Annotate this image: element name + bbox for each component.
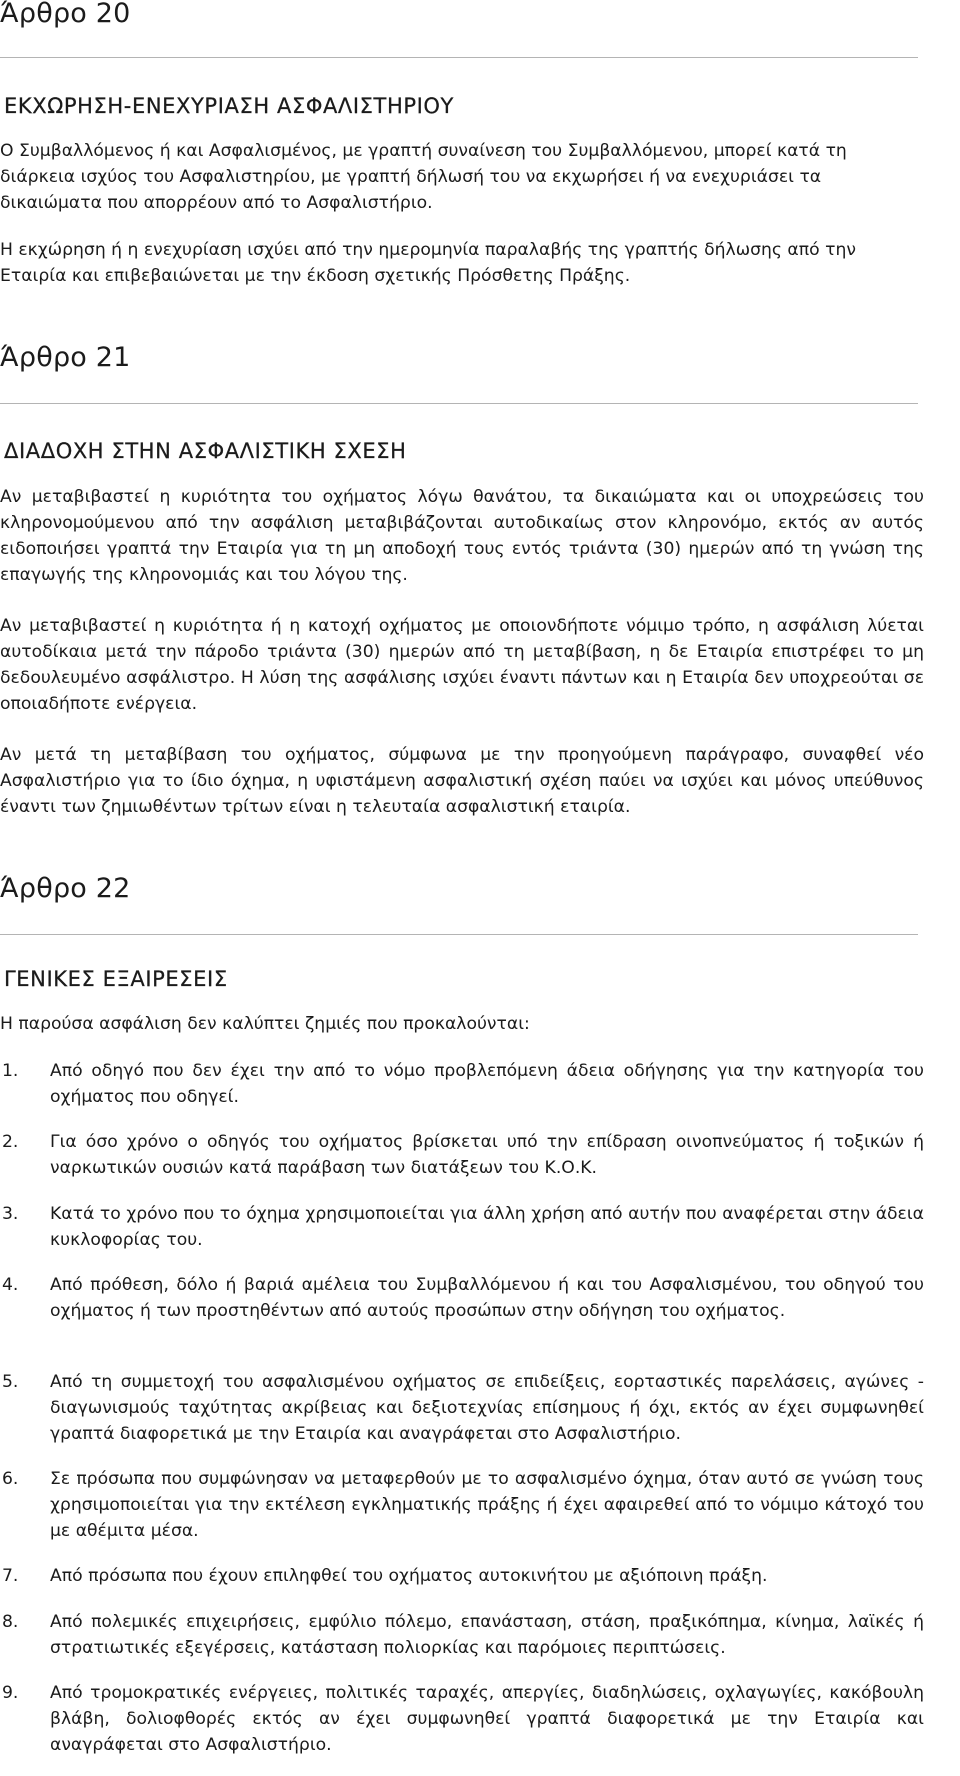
article-21-heading: ΔΙΑΔΟΧΗ ΣΤΗΝ ΑΣΦΑΛΙΣΤΙΚΗ ΣΧΕΣΗ <box>4 439 407 463</box>
list-item <box>0 1369 924 1447</box>
article-21-title: Άρθρο 21 <box>0 342 131 373</box>
list-item <box>0 1609 924 1661</box>
article-20-heading: ΕΚΧΩΡΗΣΗ-ΕΝΕΧΥΡΙΑΣΗ ΑΣΦΑΛΙΣΤΗΡΙΟΥ <box>4 94 454 118</box>
article-20-title: Άρθρο 20 <box>0 0 131 29</box>
list-item-number: 2. <box>2 1132 19 1152</box>
list-item-text: Από τη συμμετοχή του ασφαλισμένου οχήματος σε επιδείξεις, εορταστικές παρελάσεις, αγώνες - διαγωνισμούς ταχύτητας ακρίβειας και δεξιοτεχνίας επίσημους ή όχι, εκτός αν έχει συμφωνηθεί γραπτά διαφορετικά με την Εταιρία και αναγράφεται στο Ασφαλιστήριο. <box>50 1372 924 1444</box>
list-item <box>0 1201 924 1253</box>
list-item-number: 6. <box>2 1469 19 1489</box>
article-22-title: Άρθρο 22 <box>0 873 131 904</box>
section-divider <box>0 934 918 935</box>
section-divider <box>0 403 918 404</box>
list-item-text: Από οδηγό που δεν έχει την από το νόμο προβλεπόμενη άδεια οδήγησης για την κατηγορία του οχήματος που οδηγεί. <box>50 1061 924 1107</box>
article-21-paragraph-2: Αν μεταβιβαστεί η κυριότητα ή η κατοχή οχήματος με οποιονδήποτε νόμιμο τρόπο, η ασφάλιση λύεται αυτοδίκαια μετά την πάροδο τριάντα (30) ημερών από τη μεταβίβαση, η δε Εταιρία επιστρέφει το μη δεδουλευμένο ασφάλιστρο. Η λύση της ασφάλισης ισχύει έναντι πάντων και η Εταιρία δεν υποχρεούται σε οποιαδήποτε ενέργεια. <box>0 616 924 714</box>
list-item <box>0 1563 924 1589</box>
list-item-text: Για όσο χρόνο ο οδηγός του οχήματος βρίσκεται υπό την επίδραση οινοπνεύματος ή τοξικών ή ναρκωτικών ουσιών κατά παράβαση των διατάξεων του Κ.Ο.Κ. <box>50 1132 924 1178</box>
list-item-text: Από πρόσωπα που έχουν επιληφθεί του οχήματος αυτοκινήτου με αξιόποινη πράξη. <box>50 1566 768 1586</box>
list-item-number: 1. <box>2 1061 19 1081</box>
list-item <box>0 1058 924 1110</box>
list-item-number: 5. <box>2 1372 19 1392</box>
list-item-text: Από πρόθεση, δόλο ή βαριά αμέλεια του Συμβαλλόμενου ή και του Ασφαλισμένου, του οδηγού του οχήματος ή των προστηθέντων από αυτούς προσώπων στην οδήγηση του οχήματος. <box>50 1275 924 1321</box>
list-item-text: Από τρομοκρατικές ενέργειες, πολιτικές ταραχές, απεργίες, διαδηλώσεις, οχλαγωγίες, κακόβουλη βλάβη, δολιοφθορές εκτός αν έχει συμφωνηθεί γραπτά διαφορετικά με την Εταιρία και αναγράφεται στο Ασφαλιστήριο. <box>50 1683 924 1755</box>
list-item-text: Σε πρόσωπα που συμφώνησαν να μεταφερθούν με το ασφαλισμένο όχημα, όταν αυτό σε γνώση τους χρησιμοποιείται για την εκτέλεση εγκληματικής πράξης ή έχει αφαιρεθεί από το νόμιμο κάτοχό του με αθέμιτα μέσα. <box>50 1469 924 1541</box>
list-item <box>0 1680 924 1758</box>
article-20-paragraph-2: Η εκχώρηση ή η ενεχυρίαση ισχύει από την ημερομηνία παραλαβής της γραπτής δήλωσης από την Εταιρία και επιβεβαιώνεται με την έκδοση σχετικής Πρόσθετης Πράξης. <box>0 240 856 286</box>
article-21-paragraph-1: Αν μεταβιβαστεί η κυριότητα του οχήματος λόγω θανάτου, τα δικαιώματα και οι υποχρεώσεις του κληρονομούμενου από την ασφάλιση μεταβιβάζονται αυτοδικαίως στον κληρονόμο, εκτός αν αυτός ειδοποιήσει γραπτά την Εταιρία για τη μη αποδοχή τους εντός τριάντα (30) ημερών από τη γνώση της επαγωγής της κληρονομιάς και του λόγου της. <box>0 487 924 585</box>
list-item-number: 8. <box>2 1612 19 1632</box>
list-item-number: 9. <box>2 1683 19 1703</box>
section-divider <box>0 57 918 58</box>
list-item <box>0 1272 924 1324</box>
article-20-paragraph-1: Ο Συμβαλλόμενος ή και Ασφαλισμένος, με γραπτή συναίνεση του Συμβαλλόμενου, μπορεί κατά τη διάρκεια ισχύος του Ασφαλιστηρίου, με γραπτή δήλωσή του να εκχωρήσει ή να ενεχυριάσει τα δικαιώματα που απορρέουν από το Ασφαλιστήριο. <box>0 141 847 213</box>
list-item-text: Από πολεμικές επιχειρήσεις, εμφύλιο πόλεμο, επανάσταση, στάση, πραξικόπημα, κίνημα, λαϊκές ή στρατιωτικές εξεγέρσεις, κατάσταση πολιορκίας και παρόμοιες περιπτώσεις. <box>50 1612 924 1658</box>
list-item-number: 3. <box>2 1204 19 1224</box>
list-item <box>0 1466 924 1544</box>
list-item-text: Κατά το χρόνο που το όχημα χρησιμοποιείται για άλλη χρήση από αυτήν που αναφέρεται στην άδεια κυκλοφορίας του. <box>50 1204 924 1250</box>
list-item <box>0 1129 924 1181</box>
list-item-number: 4. <box>2 1275 19 1295</box>
article-22-heading: ΓΕΝΙΚΕΣ ΕΞΑΙΡΕΣΕΙΣ <box>4 967 228 991</box>
article-22-intro: Η παρούσα ασφάλιση δεν καλύπτει ζημιές που προκαλούνται: <box>0 1014 530 1034</box>
list-item-number: 7. <box>2 1566 19 1586</box>
article-21-paragraph-3: Αν μετά τη μεταβίβαση του οχήματος, σύμφωνα με την προηγούμενη παράγραφο, συναφθεί νέο Ασφαλιστήριο για το ίδιο όχημα, η υφιστάμενη ασφαλιστική σχέση παύει να ισχύει και μόνος υπεύθυνος έναντι των ζημιωθέντων τρίτων είναι η τελευταία ασφαλιστική εταιρία. <box>0 745 924 817</box>
